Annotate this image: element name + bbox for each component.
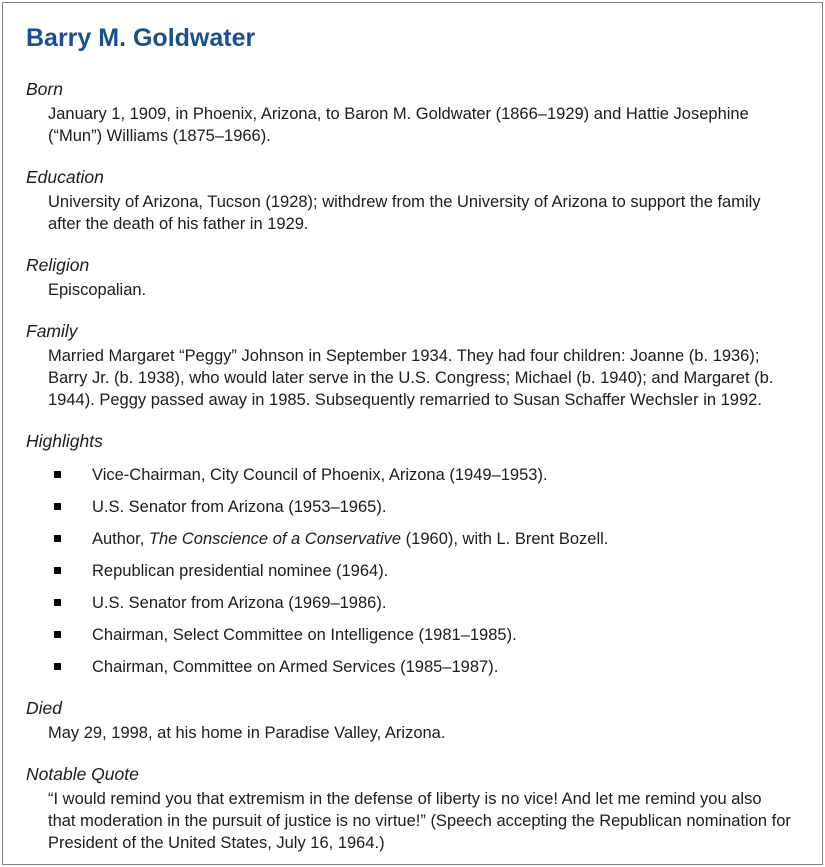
page-title: Barry M. Goldwater (26, 24, 256, 52)
highlight-item (26, 464, 792, 486)
bullet-square-icon (54, 471, 61, 478)
section-highlights (26, 430, 792, 678)
notable-quote-text: “I would remind you that extremism in the defense of liberty is no vice! And let me remind you also that moderation in the pursuit of justice is no virtue!” (Speech accepting the Republican nomination for President of the United States, July 16, 1964.) (48, 790, 791, 852)
family-text: Married Margaret “Peggy” Johnson in September 1934. They had four children: Joanne (b. 1936); Barry Jr. (b. 1938), who would later serve in the U.S. Congress; Michael (b. 1940); and Margaret (b. 1944). Peggy passed away in 1985. Subsequently remarried to Susan Schaffer Wechsler in 1992. (48, 347, 774, 409)
highlight-item-text: U.S. Senator from Arizona (1953–1965). (92, 498, 387, 516)
born-heading: Born (26, 79, 63, 99)
highlight-item-text: Republican presidential nominee (1964). (92, 562, 389, 580)
highlight-item (26, 496, 792, 518)
education-text: University of Arizona, Tucson (1928); withdrew from the University of Arizona to support the family after the death of his father in 1929. (48, 193, 761, 233)
education-heading: Education (26, 167, 104, 187)
bullet-square-icon (54, 567, 61, 574)
died-text: May 29, 1998, at his home in Paradise Valley, Arizona. (48, 724, 446, 742)
died-heading: Died (26, 698, 62, 718)
highlight-item (26, 592, 792, 614)
highlight-item-text: Author, (92, 530, 149, 548)
bullet-square-icon (54, 503, 61, 510)
highlight-item (26, 528, 792, 550)
bullet-square-icon (54, 663, 61, 670)
highlight-item (26, 624, 792, 646)
biography-card (2, 2, 823, 865)
family-heading: Family (26, 321, 78, 341)
highlight-item-text: Chairman, Select Committee on Intelligence (1981–1985). (92, 626, 517, 644)
highlights-heading: Highlights (26, 431, 103, 451)
religion-heading: Religion (26, 255, 90, 275)
born-text: January 1, 1909, in Phoenix, Arizona, to Baron M. Goldwater (1866–1929) and Hattie Josephine (“Mun”) Williams (1875–1966). (48, 105, 749, 145)
religion-text: Episcopalian. (48, 281, 147, 299)
highlight-item (26, 560, 792, 582)
section-religion (26, 254, 792, 301)
bullet-square-icon (54, 599, 61, 606)
highlight-item-text: (1960), with L. Brent Bozell. (401, 530, 609, 548)
highlight-item (26, 656, 792, 678)
highlight-item-text: Chairman, Committee on Armed Services (1985–1987). (92, 658, 499, 676)
section-died (26, 697, 792, 744)
highlight-item-text: Vice-Chairman, City Council of Phoenix, Arizona (1949–1953). (92, 466, 548, 484)
notable-quote-heading: Notable Quote (26, 764, 139, 784)
highlight-item-text: U.S. Senator from Arizona (1969–1986). (92, 594, 387, 612)
book-title-italic: The Conscience of a Conservative (148, 530, 402, 548)
bullet-square-icon (54, 535, 61, 542)
section-family (26, 320, 792, 411)
section-notable-quote (26, 763, 792, 854)
section-education (26, 166, 792, 235)
section-born (26, 78, 792, 147)
bullet-square-icon (54, 631, 61, 638)
highlights-list (26, 464, 792, 678)
